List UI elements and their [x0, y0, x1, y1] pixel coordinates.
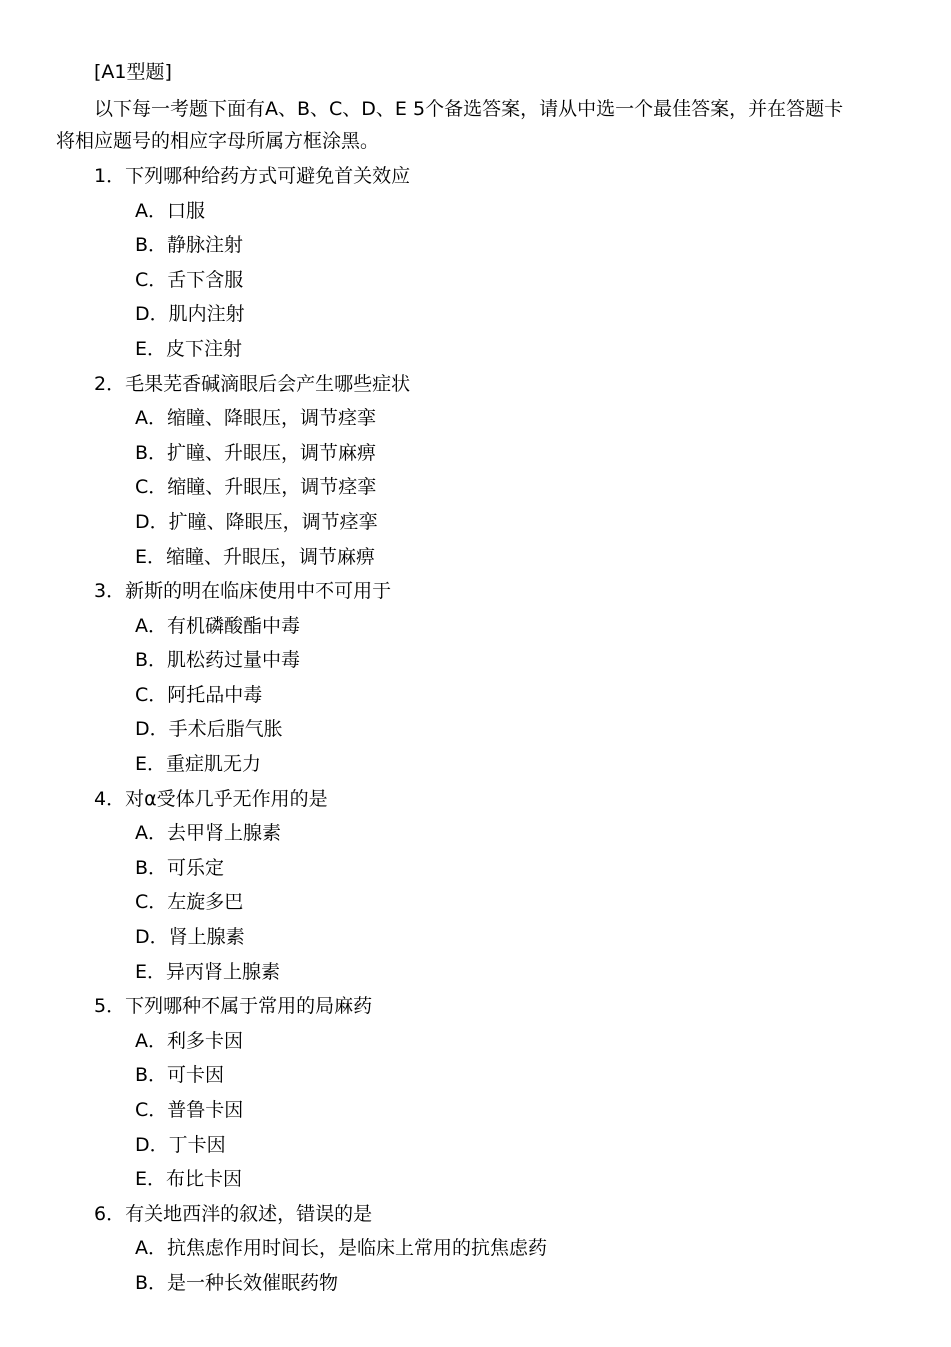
- question-5-option-b: B．可卡因: [135, 1064, 225, 1086]
- instructions-line-1: 以下每一考题下面有A、B、C、D、E 5个备选答案，请从中选一个最佳答案，并在答题卡: [94, 98, 844, 120]
- question-1-option-b: B．静脉注射: [135, 234, 244, 256]
- question-1-stem: 1．下列哪种给药方式可避免首关效应: [94, 165, 411, 187]
- question-5-stem: 5．下列哪种不属于常用的局麻药: [94, 995, 373, 1017]
- question-3-option-c: C．阿托品中毒: [135, 684, 263, 706]
- question-4-option-d: D．肾上腺素: [135, 926, 245, 948]
- question-1-option-a: A．口服: [135, 200, 205, 222]
- question-3-stem: 3．新斯的明在临床使用中不可用于: [94, 580, 392, 602]
- question-3-option-e: E．重症肌无力: [135, 753, 262, 775]
- question-6-stem: 6．有关地西泮的叙述，错误的是: [94, 1203, 373, 1225]
- question-2-option-e: E．缩瞳、升眼压，调节麻痹: [135, 546, 376, 568]
- question-4-option-e: E．异丙肾上腺素: [135, 961, 281, 983]
- question-5-option-c: C．普鲁卡因: [135, 1099, 244, 1121]
- question-2-option-b: B．扩瞳、升眼压，调节麻痹: [135, 442, 377, 464]
- question-4-stem: 4．对α受体几乎无作用的是: [94, 788, 328, 810]
- question-4-option-c: C．左旋多巴: [135, 891, 244, 913]
- question-2-option-c: C．缩瞳、升眼压，调节痉挛: [135, 476, 377, 498]
- question-4-option-a: A．去甲肾上腺素: [135, 822, 281, 844]
- instructions-line-2: 将相应题号的相应字母所属方框涂黑。: [56, 130, 380, 152]
- section-title: [A1型题]: [94, 61, 172, 83]
- question-6-option-a: A．抗焦虑作用时间长，是临床上常用的抗焦虑药: [135, 1237, 547, 1259]
- question-3-option-b: B．肌松药过量中毒: [135, 649, 301, 671]
- question-1-option-c: C．舌下含服: [135, 269, 244, 291]
- question-5-option-a: A．利多卡因: [135, 1030, 243, 1052]
- question-2-option-a: A．缩瞳、降眼压，调节痉挛: [135, 407, 376, 429]
- question-2-option-d: D．扩瞳、降眼压，调节痉挛: [135, 511, 378, 533]
- question-3-option-d: D．手术后脂气胀: [135, 718, 283, 740]
- question-1-option-d: D．肌内注射: [135, 303, 245, 325]
- question-2-stem: 2．毛果芜香碱滴眼后会产生哪些症状: [94, 373, 411, 395]
- question-6-option-b: B．是一种长效催眠药物: [135, 1272, 339, 1294]
- question-5-option-d: D．丁卡因: [135, 1134, 226, 1156]
- question-1-option-e: E．皮下注射: [135, 338, 243, 360]
- question-4-option-b: B．可乐定: [135, 857, 225, 879]
- question-5-option-e: E．布比卡因: [135, 1168, 243, 1190]
- question-3-option-a: A．有机磷酸酯中毒: [135, 615, 300, 637]
